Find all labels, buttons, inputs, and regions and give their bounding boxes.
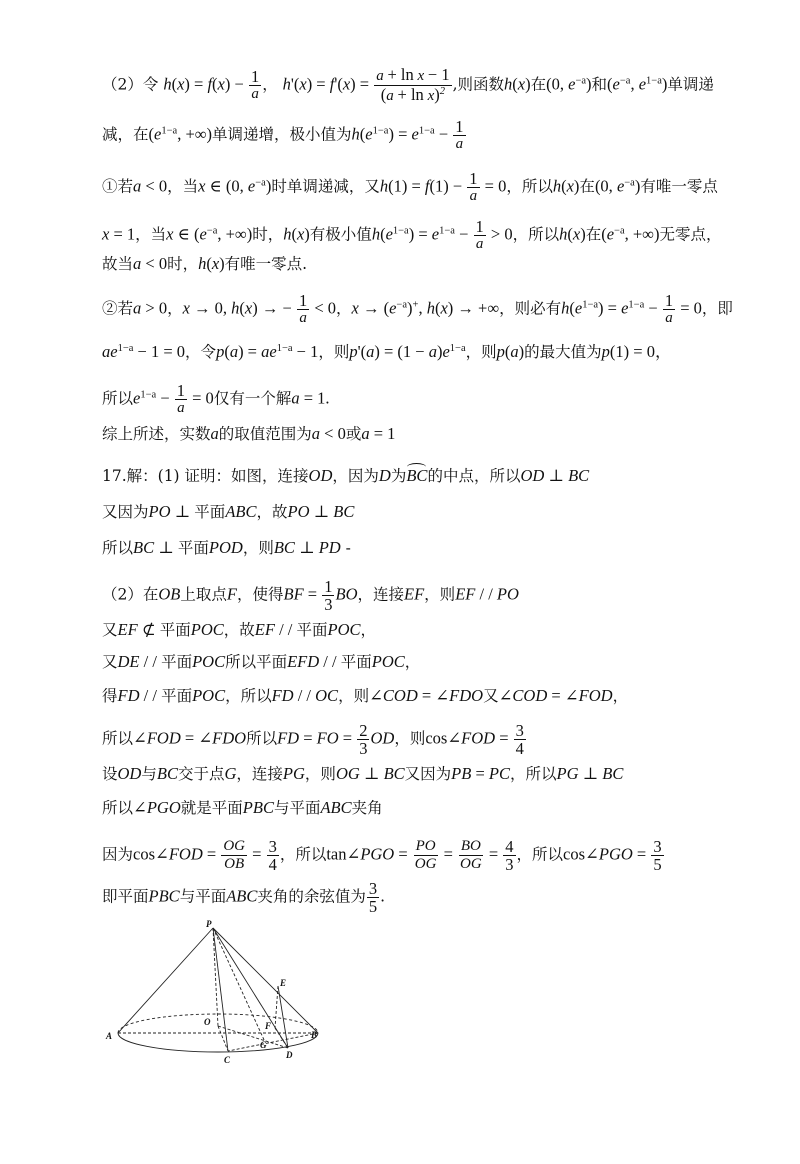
segment-de [278, 986, 288, 1048]
line-21: 即平面PBC与平面ABC夹角的余弦值为 $\frac{3}{5}$ . [102, 879, 386, 916]
cone-figure [100, 918, 330, 1070]
segment-pg [213, 928, 265, 1042]
line-3: ①若a < 0，当x ∈ (0, $e^{-a}$)时单调递减，又h(1) = f(1) − $\frac{1}{a}$ = 0，所以h(x)在(0, $e^{-a}$)有唯一零点 [102, 169, 718, 204]
line-12: 所以BC ⊥ 平面POD，则BC ⊥ PD - [102, 538, 351, 557]
segment-ef [275, 986, 278, 1028]
segment-bc [228, 1033, 318, 1051]
line-5: 故当a < 0时，h(x)有唯一零点. [102, 254, 308, 273]
line-2: 减，在($e^{1-a}$, +∞)单调递增，极小值为$h(e^{1-a}) = e^{1-a}$ − $\frac{1}{a}$ [102, 117, 464, 152]
radius-od [218, 1026, 288, 1048]
label-c: C [224, 1055, 231, 1065]
axis-po [213, 928, 218, 1026]
line-15: 又DE / / 平面POC所以平面EFD / / 平面POC， [102, 652, 421, 671]
label-g: G [260, 1040, 267, 1050]
line-4: x = 1，当x ∈ ($e^{-a}$, +∞)时，h(x)有极小值$h(e^{1-a}) = e^{1-a}$ − $\frac{1}{a}$ > 0，所以h(x)在($e^{-a}$, +∞)无零点， [102, 217, 722, 252]
label-p: P [206, 919, 212, 929]
line-9: 综上所述，实数a的取值范围为a < 0或a = 1 [102, 424, 396, 443]
line-13: （2）在OB上取点F，使得BF = $\frac{1}{3}$ BO，连接EF，则EF / / PO [102, 577, 519, 614]
line-16: 得FD / / 平面POC，所以FD / / OC，则∠COD = ∠FDO又∠COD = ∠FOD， [102, 686, 629, 705]
generator-pb [213, 928, 318, 1033]
label-b: B [311, 1030, 318, 1040]
line-8: 所以$e^{1-a}$ − $\frac{1}{a}$ = 0仅有一个解a = 1. [102, 381, 330, 416]
label-f: F [265, 1021, 272, 1031]
line-1: （2）令 h(x) = f(x) − $\frac{1}{a}$ ， h'(x) = f'(x) = $\frac{\text{a + ln x − 1}}{(a + \ln x)^2}$ ,则函数h(x)在(0, $e^{-a}$)和($e^{-a}$, $e^{1-a}$)单调递 [102, 65, 714, 104]
label-a: A [106, 1031, 113, 1041]
line-7: $ae^{1-a} - 1 = 0$，令$p(a) = ae^{1-a} - 1$，则$p'(a) = (1 - a)e^{1-a}$，则p(a)的最大值为p(1) = 0， [102, 342, 672, 361]
label-d: D [286, 1050, 293, 1060]
line-11: 又因为PO ⊥ 平面ABC，故PO ⊥ BC [102, 502, 355, 521]
line-18: 设OD与BC交于点G，连接PG，则OG ⊥ BC又因为PB = PC，所以PG ⊥ BC [102, 764, 624, 783]
line-14: 又EF ⊄ 平面POC，故EF / / 平面POC， [102, 620, 377, 639]
line-10: 17.解：(1) 证明：如图，连接OD，因为D为BC的中点，所以OD ⊥ BC [102, 466, 590, 485]
line-17: 所以∠FOD = ∠FDO所以FD = FO = $\frac{2}{3}$ OD，则cos∠FOD = $\frac{3}{4}$ [102, 721, 524, 758]
line-19: 所以∠PGO就是平面PBC与平面ABC夹角 [102, 798, 383, 817]
line-6: ②若a > 0，x → 0, h(x) → − $\frac{1}{a}$ < 0，$x \to (e^{-a})^+$, h(x) → +∞，则必有$h(e^{1-a}) = e^{1-a}$ − $\frac{1}{a}$ = 0，即 [102, 291, 733, 326]
label-o: O [204, 1017, 211, 1027]
label-e: E [280, 978, 287, 988]
line-20: 因为cos∠FOD = $\frac{OG}{OB}$ = $\frac{3}{4}$ ，所以tan∠PGO = $\frac{PO}{OG}$ = $\frac{BO}{OG}$ = $\frac{4}{3}$ ，所以cos∠PGO = $\frac{3}{5}$ [102, 837, 662, 874]
